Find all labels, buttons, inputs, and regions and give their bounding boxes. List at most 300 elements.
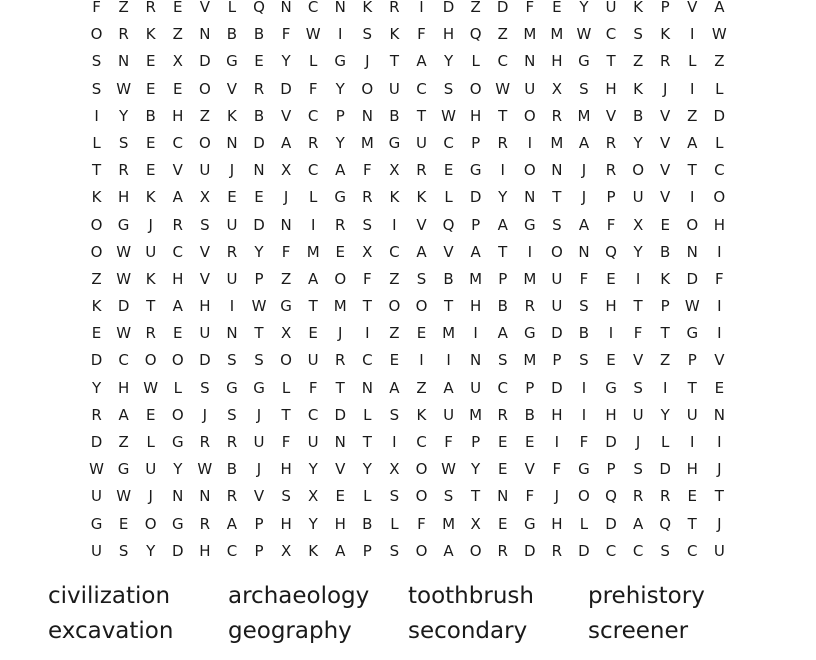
grid-letter[interactable]: S <box>254 351 264 370</box>
grid-letter[interactable]: L <box>444 188 453 207</box>
grid-letter[interactable]: A <box>118 405 129 424</box>
grid-letter[interactable]: C <box>714 161 725 180</box>
grid-letter[interactable]: W <box>495 79 511 98</box>
grid-letter[interactable]: K <box>633 79 644 98</box>
grid-letter[interactable]: Z <box>118 433 129 451</box>
grid-letter[interactable]: O <box>90 25 103 44</box>
grid-letter[interactable]: D <box>524 541 536 560</box>
grid-letter[interactable]: E <box>389 351 400 370</box>
grid-letter[interactable]: D <box>659 460 671 479</box>
grid-letter[interactable]: I <box>690 79 695 98</box>
grid-letter[interactable]: Y <box>308 460 318 479</box>
grid-letter[interactable]: L <box>363 405 372 424</box>
grid-letter[interactable]: O <box>171 351 184 370</box>
grid-letter[interactable]: R <box>226 487 238 506</box>
grid-letter[interactable]: I <box>500 161 505 180</box>
grid-letter[interactable]: G <box>388 133 401 152</box>
grid-letter[interactable]: R <box>497 133 508 152</box>
grid-letter[interactable]: A <box>226 514 238 533</box>
grid-letter[interactable]: G <box>605 378 617 397</box>
grid-letter[interactable]: I <box>392 215 397 234</box>
grid-letter[interactable]: C <box>307 0 319 16</box>
grid-letter[interactable]: A <box>172 188 183 207</box>
grid-letter[interactable]: B <box>632 106 644 125</box>
grid-letter[interactable]: O <box>334 269 347 288</box>
grid-letter[interactable]: A <box>443 378 454 397</box>
grid-letter[interactable]: V <box>660 161 671 180</box>
grid-letter[interactable]: C <box>307 405 319 424</box>
grid-letter[interactable]: D <box>469 188 482 207</box>
grid-letter[interactable]: R <box>497 405 508 424</box>
grid-letter[interactable]: N <box>524 52 536 71</box>
grid-letter[interactable]: W <box>251 297 267 316</box>
grid-letter[interactable]: F <box>579 433 589 451</box>
grid-letter[interactable]: N <box>334 433 346 451</box>
grid-letter[interactable]: D <box>199 52 211 71</box>
grid-letter[interactable]: A <box>389 378 400 397</box>
grid-letter[interactable]: K <box>227 106 237 125</box>
grid-letter[interactable]: Z <box>91 269 102 288</box>
grid-letter[interactable]: V <box>660 188 671 207</box>
grid-letter[interactable]: C <box>632 541 644 560</box>
grid-letter[interactable]: J <box>581 188 587 207</box>
grid-letter[interactable]: U <box>145 242 157 261</box>
grid-letter[interactable]: O <box>550 242 563 261</box>
grid-letter[interactable]: O <box>469 79 482 98</box>
grid-letter[interactable]: N <box>497 487 509 506</box>
grid-letter[interactable]: I <box>581 378 587 397</box>
grid-letter[interactable]: I <box>338 25 343 44</box>
grid-letter[interactable]: O <box>415 460 428 479</box>
grid-letter[interactable]: B <box>226 25 238 44</box>
grid-letter[interactable]: R <box>605 133 617 152</box>
grid-letter[interactable]: B <box>253 25 265 44</box>
grid-letter[interactable]: H <box>280 460 292 479</box>
grid-letter[interactable]: T <box>714 487 724 506</box>
grid-letter[interactable]: E <box>173 79 183 98</box>
grid-letter[interactable]: S <box>91 79 102 98</box>
grid-letter[interactable]: I <box>446 351 451 370</box>
grid-letter[interactable]: H <box>551 405 563 424</box>
grid-letter[interactable]: H <box>605 297 617 316</box>
grid-letter[interactable]: X <box>280 324 292 343</box>
grid-letter[interactable]: T <box>498 106 508 125</box>
grid-letter[interactable]: N <box>686 242 698 261</box>
grid-letter[interactable]: L <box>227 0 237 16</box>
grid-letter[interactable]: J <box>635 433 641 451</box>
grid-letter[interactable]: A <box>443 541 454 560</box>
grid-letter[interactable]: L <box>715 79 724 98</box>
grid-letter[interactable]: J <box>662 79 668 98</box>
grid-letter[interactable]: M <box>523 25 537 44</box>
grid-letter[interactable]: E <box>91 324 102 343</box>
grid-letter[interactable]: K <box>362 0 373 16</box>
grid-letter[interactable]: E <box>335 242 345 261</box>
grid-letter[interactable]: A <box>335 541 346 560</box>
grid-letter[interactable]: N <box>280 0 292 16</box>
grid-letter[interactable]: Y <box>173 460 183 479</box>
grid-letter[interactable]: C <box>416 79 427 98</box>
grid-letter[interactable]: G <box>280 297 292 316</box>
grid-letter[interactable]: D <box>578 541 590 560</box>
grid-letter[interactable]: S <box>91 52 102 71</box>
grid-letter[interactable]: R <box>226 433 238 451</box>
grid-letter[interactable]: F <box>308 79 318 98</box>
grid-letter[interactable]: Y <box>660 405 670 424</box>
grid-letter[interactable]: R <box>551 541 563 560</box>
grid-letter[interactable]: W <box>143 378 159 397</box>
grid-letter[interactable]: B <box>253 106 265 125</box>
grid-letter[interactable]: O <box>578 487 590 506</box>
grid-letter[interactable]: K <box>308 541 319 560</box>
grid-letter[interactable]: N <box>361 378 373 397</box>
grid-letter[interactable]: Y <box>91 378 102 397</box>
grid-letter[interactable]: R <box>253 79 265 98</box>
grid-letter[interactable]: K <box>660 269 671 288</box>
grid-letter[interactable]: H <box>605 405 617 424</box>
grid-letter[interactable]: I <box>635 269 641 288</box>
grid-letter[interactable]: D <box>117 297 130 316</box>
grid-letter[interactable]: E <box>145 52 156 71</box>
grid-letter[interactable]: C <box>172 242 184 261</box>
grid-letter[interactable]: W <box>116 269 132 288</box>
grid-letter[interactable]: W <box>116 79 132 98</box>
grid-letter[interactable]: A <box>497 324 508 343</box>
grid-letter[interactable]: X <box>551 79 562 98</box>
grid-letter[interactable]: G <box>334 52 347 71</box>
grid-letter[interactable]: T <box>471 487 481 506</box>
grid-letter[interactable]: N <box>199 25 211 44</box>
grid-letter[interactable]: Z <box>687 106 698 125</box>
grid-letter[interactable]: O <box>415 487 428 506</box>
grid-letter[interactable]: N <box>118 52 130 71</box>
grid-letter[interactable]: F <box>606 215 616 234</box>
grid-letter[interactable]: F <box>417 514 426 533</box>
grid-letter[interactable]: Y <box>119 106 129 125</box>
grid-letter[interactable]: J <box>717 460 722 479</box>
grid-letter[interactable]: J <box>148 215 153 234</box>
grid-letter[interactable]: O <box>198 79 211 98</box>
grid-letter[interactable]: A <box>632 514 644 533</box>
grid-letter[interactable]: E <box>497 514 508 533</box>
grid-letter[interactable]: J <box>229 161 235 180</box>
grid-letter[interactable]: O <box>388 297 401 316</box>
grid-letter[interactable]: X <box>172 52 183 71</box>
grid-letter[interactable]: Z <box>470 0 481 16</box>
grid-letter[interactable]: U <box>551 297 563 316</box>
grid-letter[interactable]: T <box>660 324 670 343</box>
grid-letter[interactable]: D <box>605 514 617 533</box>
grid-letter[interactable]: Z <box>389 324 400 343</box>
grid-letter[interactable]: U <box>199 161 211 180</box>
grid-letter[interactable]: E <box>118 514 129 533</box>
grid-letter[interactable]: I <box>717 242 722 261</box>
grid-letter[interactable]: C <box>497 52 508 71</box>
grid-letter[interactable]: I <box>608 324 614 343</box>
grid-letter[interactable]: X <box>389 460 400 479</box>
grid-letter[interactable]: S <box>362 25 373 44</box>
grid-letter[interactable]: C <box>605 541 617 560</box>
grid-letter[interactable]: F <box>417 25 426 44</box>
grid-letter[interactable]: H <box>199 541 211 560</box>
grid-letter[interactable]: S <box>443 487 454 506</box>
grid-letter[interactable]: T <box>687 514 697 533</box>
grid-letter[interactable]: T <box>498 242 508 261</box>
grid-letter[interactable]: S <box>443 79 454 98</box>
grid-letter[interactable]: V <box>253 487 265 506</box>
grid-letter[interactable]: F <box>579 269 589 288</box>
grid-letter[interactable]: R <box>605 161 617 180</box>
grid-letter[interactable]: M <box>306 242 320 261</box>
grid-letter[interactable]: V <box>199 269 210 288</box>
grid-letter[interactable]: S <box>660 541 670 560</box>
grid-letter[interactable]: N <box>226 133 238 152</box>
grid-letter[interactable]: Q <box>659 514 672 533</box>
grid-letter[interactable]: S <box>579 297 589 316</box>
grid-letter[interactable]: W <box>711 25 727 44</box>
grid-letter[interactable]: I <box>229 297 235 316</box>
grid-letter[interactable]: R <box>416 161 427 180</box>
grid-letter[interactable]: P <box>362 541 372 560</box>
grid-letter[interactable]: R <box>118 161 129 180</box>
grid-letter[interactable]: D <box>713 106 726 125</box>
grid-letter[interactable]: O <box>632 161 644 180</box>
grid-letter[interactable]: T <box>91 161 102 180</box>
grid-letter[interactable]: U <box>91 541 103 560</box>
grid-letter[interactable]: G <box>117 460 130 479</box>
grid-letter[interactable]: Z <box>172 25 183 44</box>
grid-letter[interactable]: S <box>227 405 237 424</box>
grid-letter[interactable]: A <box>578 215 590 234</box>
grid-letter[interactable]: R <box>226 242 238 261</box>
grid-letter[interactable]: V <box>632 351 644 370</box>
grid-letter[interactable]: B <box>226 460 238 479</box>
grid-letter[interactable]: P <box>606 188 616 207</box>
grid-letter[interactable]: R <box>362 188 373 207</box>
grid-letter[interactable]: Y <box>146 541 156 560</box>
grid-letter[interactable]: V <box>687 0 698 16</box>
grid-letter[interactable]: M <box>442 324 456 343</box>
grid-letter[interactable]: Z <box>660 351 671 370</box>
grid-letter[interactable]: V <box>660 106 671 125</box>
grid-letter[interactable]: O <box>415 541 428 560</box>
grid-letter[interactable]: S <box>633 378 643 397</box>
grid-letter[interactable]: H <box>334 514 346 533</box>
grid-letter[interactable]: W <box>89 460 104 479</box>
grid-letter[interactable]: J <box>338 324 343 343</box>
grid-letter[interactable]: H <box>172 106 184 125</box>
grid-letter[interactable]: I <box>392 433 397 451</box>
grid-letter[interactable]: P <box>471 133 481 152</box>
grid-letter[interactable]: B <box>362 514 373 533</box>
grid-letter[interactable]: T <box>416 106 427 125</box>
grid-letter[interactable]: L <box>308 52 318 71</box>
grid-letter[interactable]: A <box>280 133 292 152</box>
grid-letter[interactable]: I <box>419 0 424 16</box>
grid-letter[interactable]: R <box>199 514 211 533</box>
grid-letter[interactable]: B <box>578 324 590 343</box>
grid-letter[interactable]: K <box>145 25 156 44</box>
grid-letter[interactable]: P <box>525 378 535 397</box>
grid-letter[interactable]: E <box>552 0 562 16</box>
grid-letter[interactable]: V <box>605 106 617 125</box>
grid-letter[interactable]: Y <box>633 242 643 261</box>
grid-letter[interactable]: S <box>497 351 508 370</box>
grid-letter[interactable]: D <box>686 269 699 288</box>
grid-letter[interactable]: T <box>633 297 643 316</box>
grid-letter[interactable]: L <box>92 133 101 152</box>
grid-letter[interactable]: C <box>362 351 373 370</box>
grid-letter[interactable]: S <box>633 460 643 479</box>
grid-letter[interactable]: H <box>686 460 698 479</box>
grid-letter[interactable]: T <box>552 188 562 207</box>
grid-letter[interactable]: G <box>578 460 590 479</box>
grid-letter[interactable]: M <box>523 269 537 288</box>
grid-letter[interactable]: Z <box>118 0 129 16</box>
grid-letter[interactable]: W <box>116 487 132 506</box>
grid-letter[interactable]: E <box>145 161 156 180</box>
grid-letter[interactable]: G <box>117 215 130 234</box>
grid-letter[interactable]: P <box>471 215 481 234</box>
grid-letter[interactable]: E <box>714 378 725 397</box>
grid-letter[interactable]: R <box>524 297 535 316</box>
grid-letter[interactable]: U <box>145 460 157 479</box>
grid-letter[interactable]: V <box>335 460 346 479</box>
grid-letter[interactable]: X <box>199 188 210 207</box>
grid-letter[interactable]: D <box>171 541 184 560</box>
grid-letter[interactable]: M <box>577 106 591 125</box>
grid-letter[interactable]: C <box>687 541 698 560</box>
grid-letter[interactable]: Z <box>199 106 210 125</box>
grid-letter[interactable]: X <box>389 161 400 180</box>
grid-letter[interactable]: U <box>470 378 482 397</box>
grid-letter[interactable]: Y <box>308 514 318 533</box>
grid-letter[interactable]: X <box>362 242 373 261</box>
grid-letter[interactable]: B <box>145 106 156 125</box>
grid-letter[interactable]: W <box>116 242 132 261</box>
grid-letter[interactable]: I <box>365 324 370 343</box>
grid-letter[interactable]: G <box>686 324 699 343</box>
grid-letter[interactable]: C <box>118 351 129 370</box>
grid-letter[interactable]: T <box>687 378 697 397</box>
grid-letter[interactable]: U <box>686 405 698 424</box>
grid-letter[interactable]: R <box>659 487 671 506</box>
grid-letter[interactable]: I <box>527 242 532 261</box>
grid-letter[interactable]: Y <box>498 188 508 207</box>
grid-letter[interactable]: O <box>198 133 211 152</box>
grid-letter[interactable]: V <box>199 0 210 16</box>
grid-letter[interactable]: E <box>687 487 697 506</box>
grid-letter[interactable]: L <box>173 378 182 397</box>
grid-letter[interactable]: O <box>144 514 157 533</box>
grid-letter[interactable]: S <box>227 351 237 370</box>
grid-letter[interactable]: I <box>690 188 695 207</box>
grid-letter[interactable]: H <box>605 79 617 98</box>
grid-letter[interactable]: L <box>363 487 372 506</box>
grid-letter[interactable]: D <box>442 0 455 16</box>
grid-letter[interactable]: X <box>308 487 319 506</box>
grid-letter[interactable]: S <box>579 79 589 98</box>
grid-letter[interactable]: L <box>281 378 291 397</box>
grid-letter[interactable]: B <box>443 269 454 288</box>
grid-letter[interactable]: J <box>554 487 560 506</box>
grid-letter[interactable]: V <box>660 133 671 152</box>
grid-letter[interactable]: S <box>416 269 427 288</box>
grid-letter[interactable]: W <box>441 460 456 479</box>
grid-letter[interactable]: J <box>283 188 289 207</box>
grid-letter[interactable]: B <box>389 106 400 125</box>
grid-letter[interactable]: G <box>334 188 347 207</box>
grid-letter[interactable]: A <box>687 133 698 152</box>
grid-letter[interactable]: E <box>525 433 535 451</box>
grid-letter[interactable]: L <box>390 514 399 533</box>
grid-letter[interactable]: P <box>552 351 562 370</box>
grid-letter[interactable]: C <box>226 541 238 560</box>
grid-letter[interactable]: A <box>172 297 183 316</box>
grid-letter[interactable]: R <box>91 405 102 424</box>
grid-letter[interactable]: K <box>91 188 102 207</box>
grid-letter[interactable]: R <box>659 52 671 71</box>
grid-letter[interactable]: L <box>146 433 155 451</box>
grid-letter[interactable]: C <box>497 378 508 397</box>
grid-letter[interactable]: N <box>713 405 725 424</box>
grid-letter[interactable]: D <box>605 433 617 451</box>
grid-letter[interactable]: I <box>717 297 722 316</box>
grid-letter[interactable]: U <box>388 79 400 98</box>
grid-letter[interactable]: G <box>226 378 238 397</box>
grid-letter[interactable]: G <box>578 52 590 71</box>
grid-letter[interactable]: V <box>714 351 725 370</box>
grid-letter[interactable]: C <box>416 433 427 451</box>
grid-letter[interactable]: V <box>443 242 454 261</box>
grid-letter[interactable]: J <box>365 52 370 71</box>
grid-letter[interactable]: Y <box>633 133 643 152</box>
grid-letter[interactable]: L <box>688 52 697 71</box>
grid-letter[interactable]: Y <box>335 133 345 152</box>
grid-letter[interactable]: U <box>551 269 563 288</box>
grid-letter[interactable]: C <box>443 133 454 152</box>
grid-letter[interactable]: D <box>253 133 265 152</box>
grid-letter[interactable]: P <box>254 514 264 533</box>
grid-letter[interactable]: V <box>416 215 427 234</box>
grid-letter[interactable]: E <box>497 433 508 451</box>
grid-letter[interactable]: H <box>469 106 482 125</box>
grid-letter[interactable]: I <box>94 106 99 125</box>
grid-letter[interactable]: R <box>497 541 508 560</box>
grid-letter[interactable]: H <box>117 378 130 397</box>
grid-letter[interactable]: I <box>527 133 532 152</box>
grid-letter[interactable]: M <box>523 351 537 370</box>
grid-letter[interactable]: E <box>660 215 670 234</box>
grid-letter[interactable]: U <box>524 79 536 98</box>
grid-letter[interactable]: O <box>361 79 374 98</box>
grid-letter[interactable]: T <box>362 433 372 451</box>
grid-letter[interactable]: L <box>308 188 318 207</box>
grid-letter[interactable]: I <box>554 433 560 451</box>
grid-letter[interactable]: X <box>470 514 481 533</box>
grid-letter[interactable]: W <box>305 25 321 44</box>
grid-letter[interactable]: O <box>469 541 482 560</box>
grid-letter[interactable]: H <box>117 188 130 207</box>
grid-letter[interactable]: N <box>253 161 265 180</box>
grid-letter[interactable]: U <box>226 215 238 234</box>
grid-letter[interactable]: S <box>362 215 373 234</box>
grid-letter[interactable]: Y <box>443 52 454 71</box>
grid-letter[interactable]: D <box>90 351 103 370</box>
grid-letter[interactable]: S <box>633 25 643 44</box>
grid-letter[interactable]: D <box>496 0 509 16</box>
grid-letter[interactable]: T <box>362 297 372 316</box>
